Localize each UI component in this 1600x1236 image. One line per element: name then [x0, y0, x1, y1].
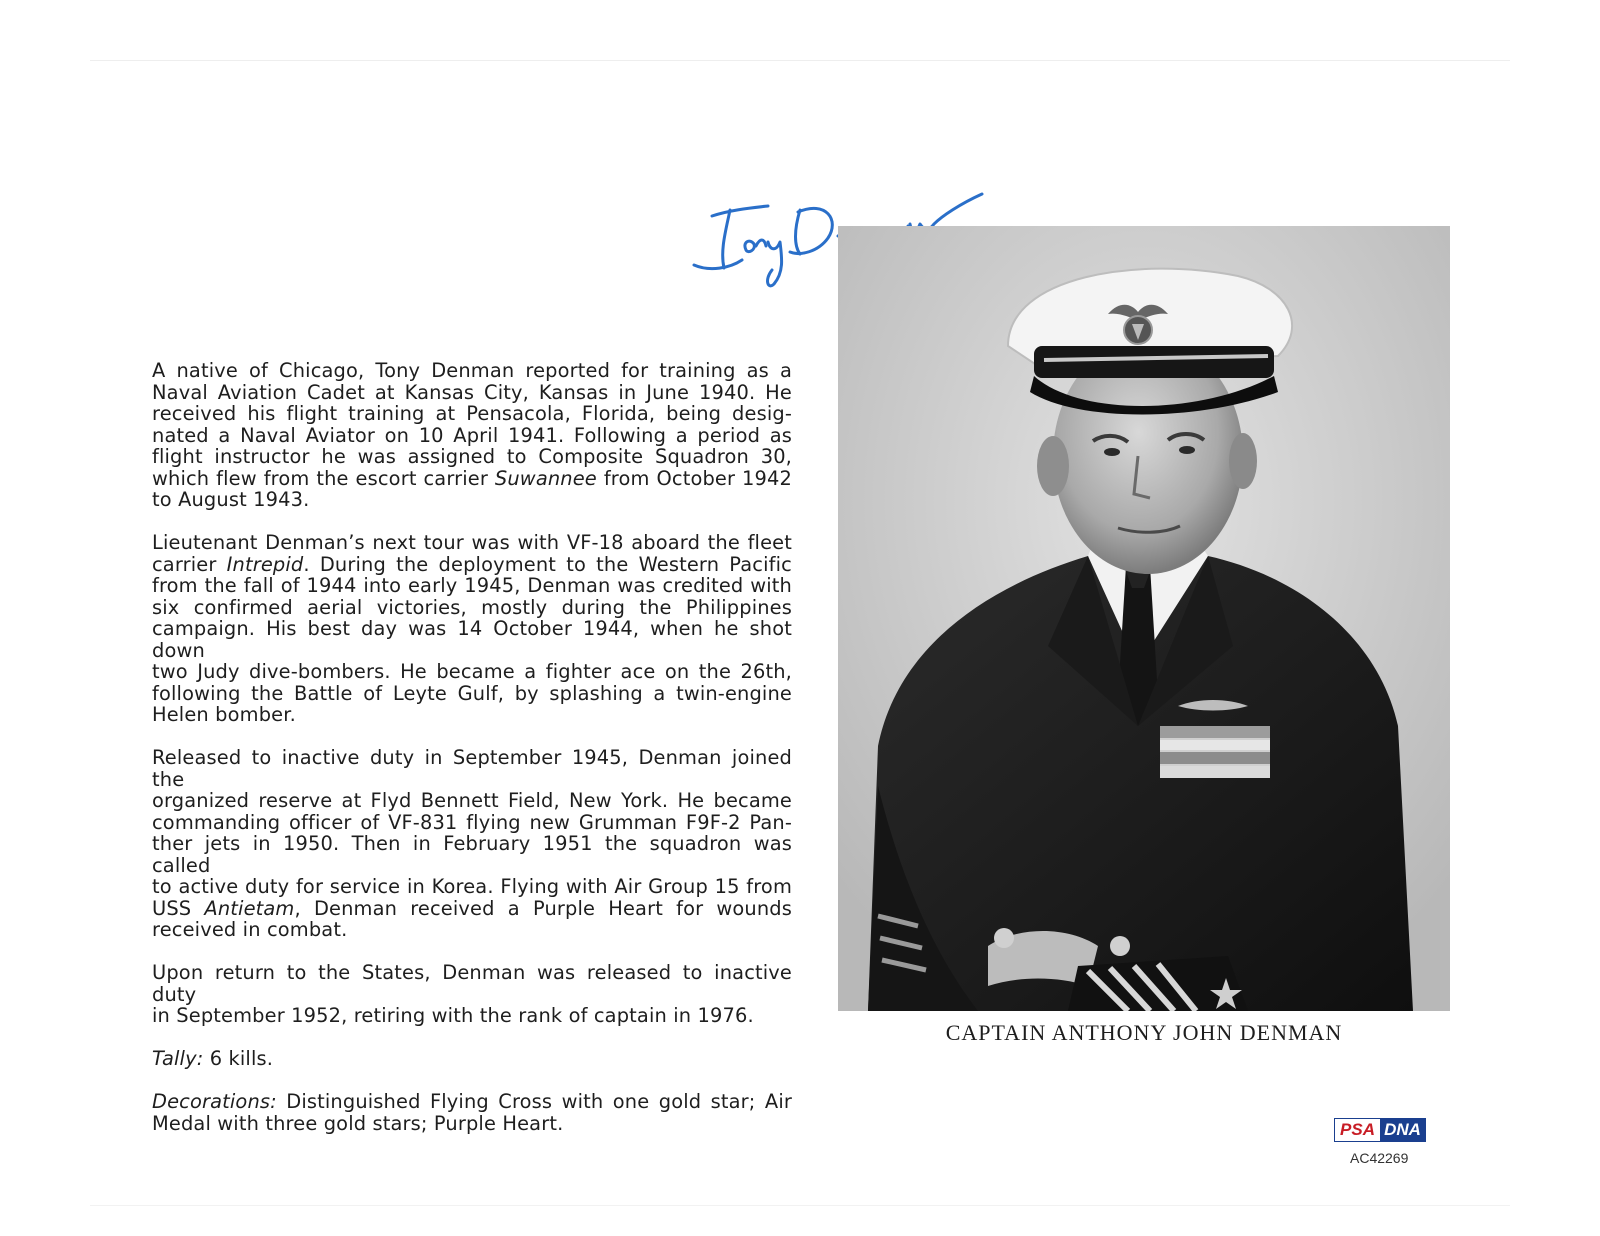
- decorations-line: [152, 1091, 792, 1113]
- bio-paragraph-2: [152, 532, 792, 726]
- decorations: [152, 1091, 792, 1134]
- bio-paragraph-1: [152, 360, 792, 511]
- bio-line: six confirmed aerial victories, mostly during the Philippines: [152, 595, 792, 619]
- ship-name-antietam: Antietam: [204, 896, 295, 920]
- bio-line: Released to inactive duty in September 1945, Denman joined the: [152, 746, 792, 791]
- bio-text: . During the deployment to the Western Pacific: [303, 552, 792, 576]
- bio-line: ther jets in 1950. Then in February 1951 the squadron was called: [152, 832, 792, 877]
- page-edge-top: [90, 60, 1510, 61]
- bio-line: [152, 468, 792, 490]
- bio-line: Lieutenant Denman’s next tour was with VF-18 aboard the fleet: [152, 531, 792, 554]
- tally-value: 6 kills.: [203, 1047, 274, 1070]
- dna-logo-text: DNA: [1380, 1119, 1425, 1141]
- certificate-number: AC42269: [1350, 1150, 1409, 1166]
- bio-line: [152, 898, 792, 920]
- bio-paragraph-4: [152, 962, 792, 1027]
- bio-line: [152, 554, 792, 576]
- bio-line: campaign. His best day was 14 October 1944, when he shot down: [152, 617, 792, 662]
- bio-line: Naval Aviation Cadet at Kansas City, Kansas in June 1940. He: [152, 380, 792, 404]
- photo-caption: CAPTAIN ANTHONY JOHN DENMAN: [945, 1020, 1343, 1045]
- biography-text: [152, 360, 792, 1156]
- bio-line: to August 1943.: [152, 488, 310, 511]
- portrait-photo: [838, 226, 1450, 1011]
- tally-line: [152, 1048, 792, 1070]
- decorations-line: Medal with three gold stars; Purple Heart.: [152, 1111, 564, 1135]
- psa-logo-text: PSA: [1335, 1119, 1380, 1141]
- bio-line: flight instructor he was assigned to Composite Squadron 30,: [152, 445, 792, 468]
- bio-line: organized reserve at Flyd Bennett Field, New York. He became: [152, 789, 792, 812]
- bio-text: carrier: [152, 552, 227, 576]
- bio-text: , Denman received a Purple Heart for wounds: [294, 896, 792, 920]
- tally-label: Tally:: [152, 1047, 204, 1070]
- bio-line: two Judy dive-bombers. He became a fighter ace on the 26th,: [152, 660, 792, 683]
- bio-line: following the Battle of Leyte Gulf, by splashing a twin-engine: [152, 681, 792, 705]
- bio-text: from October 1942: [596, 466, 792, 490]
- bio-line: Helen bomber.: [152, 703, 296, 726]
- ship-name-intrepid: Intrepid: [226, 552, 304, 576]
- bio-line: from the fall of 1944 into early 1945, Denman was credited with: [152, 574, 792, 597]
- bio-line: to active duty for service in Korea. Flying with Air Group 15 from: [152, 875, 792, 898]
- decorations-text: Distinguished Flying Cross with one gold star; Air: [276, 1090, 792, 1113]
- bio-text: USS: [152, 896, 205, 920]
- bio-line: received in combat.: [152, 918, 348, 941]
- bio-line: received his flight training at Pensacola, Florida, being desig-: [152, 402, 792, 425]
- psa-dna-logo: [1334, 1118, 1426, 1142]
- decorations-label: Decorations:: [152, 1090, 277, 1113]
- tally: [152, 1048, 792, 1070]
- portrait-illustration: [838, 226, 1450, 1011]
- bio-text: which flew from the escort carrier: [152, 466, 495, 490]
- bio-line: Upon return to the States, Denman was released to inactive duty: [152, 961, 792, 1006]
- ship-name-suwannee: Suwannee: [494, 466, 597, 490]
- bio-line: nated a Naval Aviator on 10 April 1941. Following a period as: [152, 423, 792, 447]
- bio-line: commanding officer of VF-831 flying new Grumman F9F-2 Pan-: [152, 810, 792, 834]
- bio-line: A native of Chicago, Tony Denman reported for training as a: [152, 359, 792, 382]
- bio-paragraph-3: [152, 747, 792, 941]
- bio-line: in September 1952, retiring with the rank of captain in 1976.: [152, 1004, 754, 1027]
- page-edge-bottom: [90, 1205, 1510, 1206]
